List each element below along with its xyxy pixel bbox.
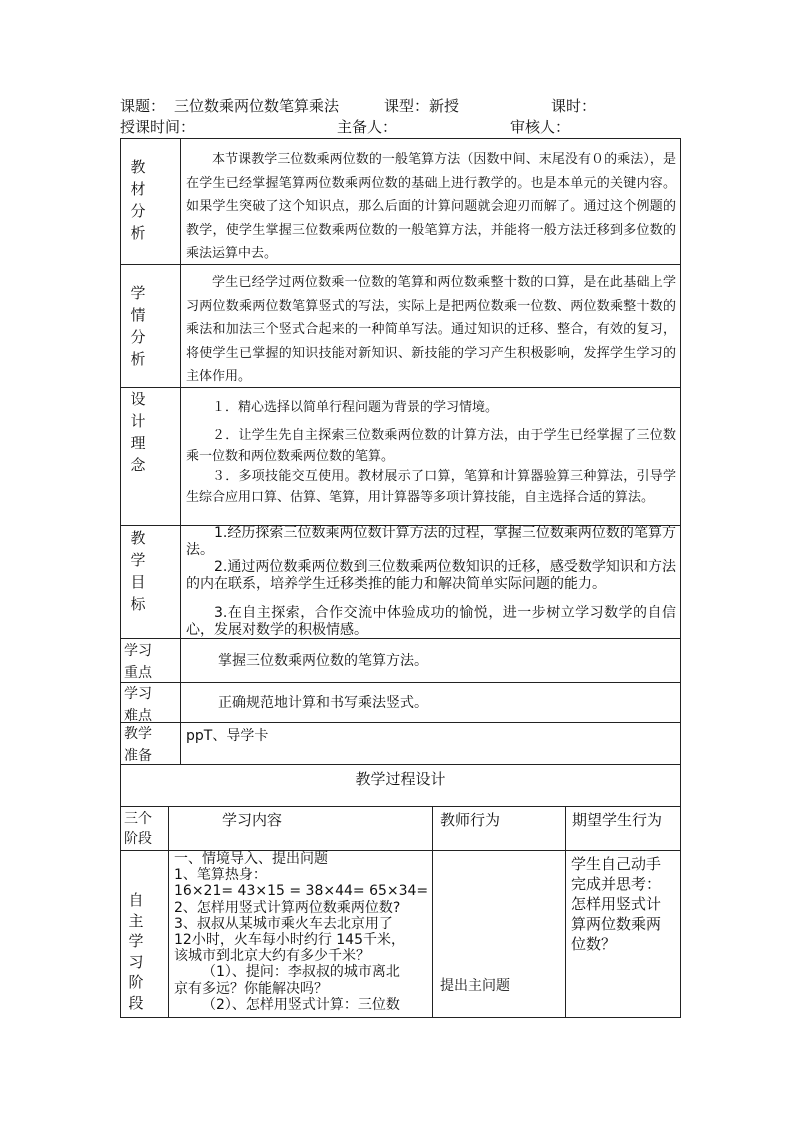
key-point-label [124,640,172,684]
content-line: 3、叔叔从某城市乘火车去北京用了 [174,915,393,932]
label-char: 学 [130,284,146,302]
label-char: 习 [128,952,144,971]
content-line: （1）、提问：李叔叔的城市离北 [202,964,400,981]
label-char: 分 [130,328,146,346]
label-line: 学习 [124,643,152,659]
process-title: 教学过程设计 [355,770,446,788]
lesson-type: 课型：新授 [384,97,460,115]
goal-item-1: 1.经历探索三位数乘两位数计算方法的过程，掌握三位数乘两位数的笔算方法。 [186,525,676,558]
label-char: 分 [130,202,146,220]
label-line: 准备 [124,748,152,764]
difficulty-text: 正确规范地计算和书写乘法竖式。 [218,695,428,711]
student-header: 期望学生行为 [572,811,663,829]
label-char: 阶 [128,973,144,991]
row-divider [120,722,681,723]
topic-label: 课题： [120,97,166,115]
row-divider [120,806,681,807]
label-char: 材 [130,180,146,198]
label-char: 析 [130,350,146,368]
design-item-1: １．精心选择以简单行程问题为背景的学习情境。 [212,400,499,415]
student-line: 学生自己动手 [571,855,662,873]
stage-header [124,809,152,849]
student-behavior [571,854,661,954]
design-item-2: ２．让学生先自主探索三位数乘两位数的计算方法，由于学生已经掌握了三位数乘一位数和两位数乘两位数的笔算。 [186,428,676,464]
label-line: 难点 [124,708,152,724]
content-line: 京有多远？你能解决吗？ [174,980,328,997]
topic-value: 三位数乘两位数笔算乘法 [174,97,340,115]
period-label: 课时： [551,97,597,115]
label-char: 标 [130,595,146,613]
content-line: 一、情境导入、提出问题 [174,851,328,867]
label-char: 析 [130,224,146,242]
label-char: 学 [130,551,146,569]
teacher-action: 提出主问题 [440,978,510,994]
material-text: 本节课教学三位数乘两位数的一般笔算方法（因数中间、末尾没有０的乘法），是在学生已经掌握笔算两位数乘两位数的基础上进行教学的。也是本单元的关键内容。如果学生突破了这个知识点，那么后面的计算问题就会迎刃而解了。通过这个例题的教学，使学生掌握三位数乘两位数的一般笔算方法，并能将一般方法迁移到多位数的乘法运算中去。 [186,152,676,261]
label-char: 教 [130,158,146,176]
content-line: 该城市到北京大约有多少千米？ [174,948,370,965]
key-point-text: 掌握三位数乘两位数的笔算方法。 [218,653,428,669]
student-line: 算两位数乘两 [571,915,662,933]
content-cell [174,851,430,1013]
col-divider [168,806,169,1018]
col-divider [180,138,181,764]
preparer-label: 主备人： [337,118,398,136]
prep-label [124,723,172,767]
col-divider [432,806,433,1018]
design-item-3: ３．多项技能交互使用。教材展示了口算，笔算和计算器验算三种算法，引导学生综合应用口算、估算、笔算，用计算器等多项计算技能，自主选择合适的算法。 [186,469,676,505]
stage-label [126,890,146,1013]
content-line: （2）、怎样用竖式计算：三位数 [202,996,400,1013]
label-char: 段 [128,993,144,1012]
header-line: 三个 [124,811,152,827]
goals-label [128,527,148,615]
label-char: 学 [128,932,144,950]
difficulty-label [124,683,172,727]
col-divider [565,806,566,1018]
student-line: 位数？ [571,935,617,953]
learner-label [128,282,148,370]
label-char: 理 [130,434,146,452]
reviewer-label: 审核人： [510,118,571,136]
content-line: 2、怎样用竖式计算两位数乘两位数? [174,899,401,916]
student-line: 完成并思考： [571,875,662,893]
row-divider [120,682,681,683]
content-line: 16×21= 43×15 = 38×44= 65×34= [174,883,429,900]
label-char: 目 [130,573,146,591]
teacher-header: 教师行为 [440,811,501,829]
row-divider [120,764,681,765]
time-label: 授课时间： [120,118,196,136]
content-line: 1、笔算热身： [174,867,267,884]
prep-text: ppT、导学卡 [186,728,269,744]
label-char: 教 [130,529,146,547]
label-char: 情 [130,306,146,324]
label-char: 念 [130,456,146,474]
content-line: 12小时，火车每小时约行 145千米， [174,932,405,949]
header-line: 阶段 [124,831,152,847]
design-label [128,388,148,476]
label-line: 教学 [124,726,152,742]
material-label [128,156,148,244]
label-char: 主 [128,911,144,930]
label-char: 自 [128,891,144,909]
label-char: 计 [130,412,146,430]
goal-item-3: 3.在自主探索，合作交流中体验成功的愉悦，进一步树立学习数学的自信心，发展对数学的积极情感。 [186,605,676,638]
label-line: 重点 [124,665,152,681]
content-header: 学习内容 [222,811,283,829]
label-char: 设 [130,390,146,408]
goal-item-2: 2.通过两位数乘两位数到三位数乘两位数知识的迁移，感受数学知识和方法的内在联系，培养学生迁移类推的能力和解决简单实际问题的能力。 [186,559,676,592]
label-line: 学习 [124,686,152,702]
student-line: 怎样用竖式计 [571,895,662,913]
learner-text: 学生已经学过两位数乘一位数的笔算和两位数乘整十数的口算，是在此基础上学习两位数乘两位数笔算竖式的写法，实际上是把两位数乘一位数、两位数乘整十数的乘法和加法三个竖式合起来的一种简单写法。通过知识的迁移、整合，有效的复习，将使学生已掌握的知识技能对新知识、新技能的学习产生积极影响，发挥学生学习的主体作用。 [186,275,676,384]
